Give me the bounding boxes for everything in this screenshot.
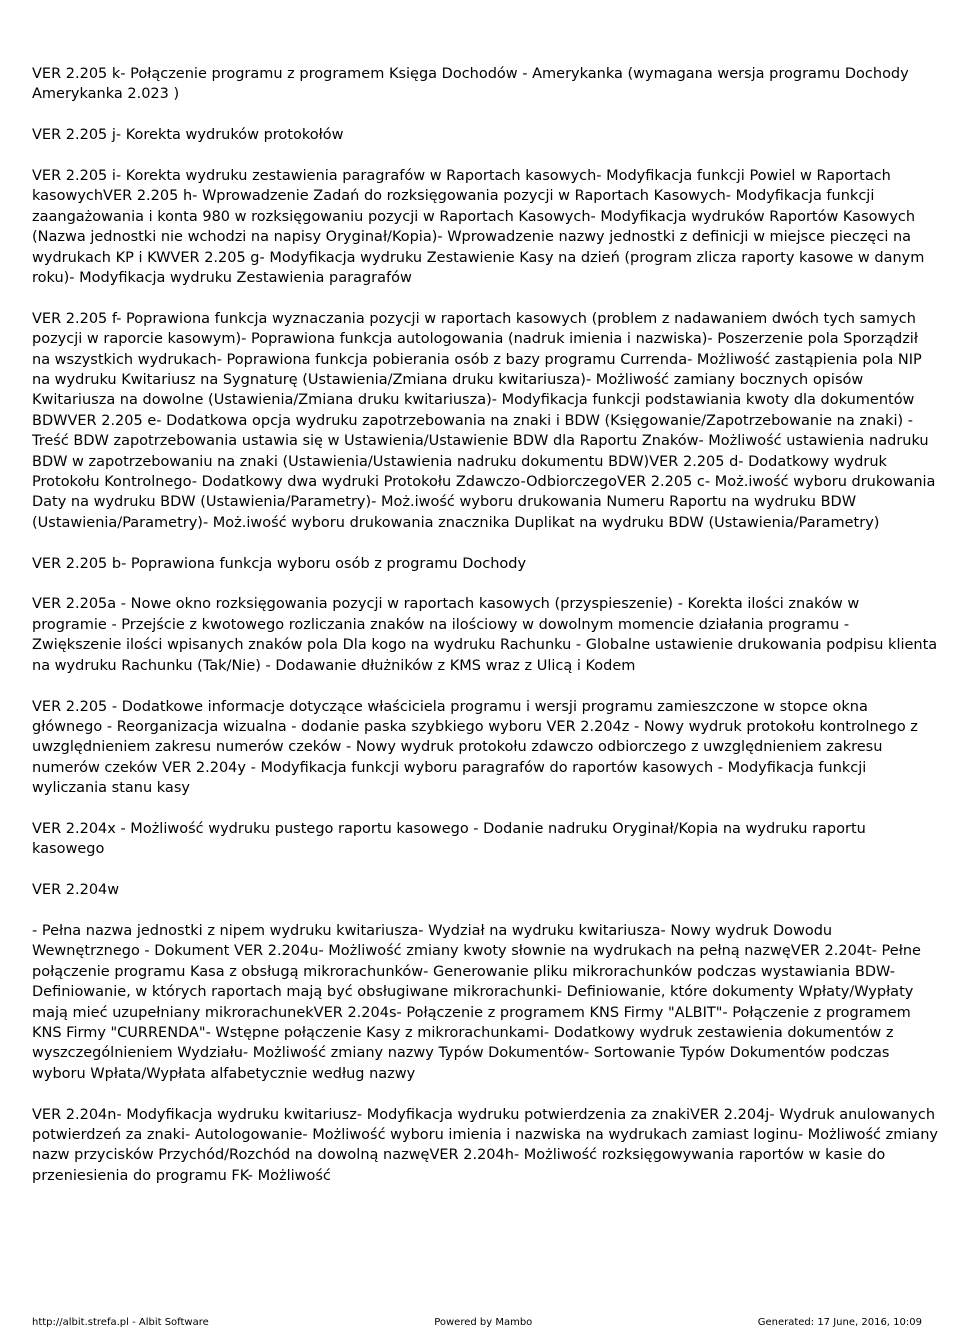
changelog-paragraph: VER 2.204w xyxy=(32,882,120,899)
footer-powered-by: Powered by Mambo xyxy=(434,1317,533,1328)
changelog-paragraph: - Pełna nazwa jednostki z nipem wydruku kwitariusza- Wydział na wydruku kwitariusza- Nowy wydruk Dowodu Wewnętrznego - Dokument VER 2.204u- Możliwość zmiany kwoty słownie na wydrukach na pełną nazwęVER 2.204t- Pełne połączenie programu Kasa z obsługą mikrorachunków- Generowanie pliku mikrorachunków podczas wystawiania BDW- Definiowanie, w których raportach mają być obsługiwane mikrorachunki- Definiowanie, które dokumenty Wpłaty/Wypłaty mają mieć uzupełniany mikrorachunekVER 2.204s- Połączenie z programem KNS Firmy "ALBIT"- Połączenie z programem KNS Firmy "CURRENDA"- Wstępne połączenie Kasy z mikrorachunkami- Dodatkowy wydruk zestawienia dokumentów z wyszczególnieniem Wydziału- Możliwość zmiany nazwy Typów Dokumentów- Sortowanie Typów Dokumentów podczas wyboru Wpłata/Wypłata alfabetycznie według nazwy xyxy=(32,922,921,1082)
changelog-content xyxy=(32,64,938,1207)
changelog-paragraph: VER 2.205 i- Korekta wydruku zestawienia paragrafów w Raportach kasowych- Modyfikacja funkcji Powiel w Raportach kasowychVER 2.205 h- Wprowadzenie Zadań do rozksięgowania pozycji w Raportach Kasowych- Modyfikacja funkcji zaangażowania i konta 980 w rozksięgowaniu pozycji w Raportach Kasowych- Modyfikacja wydruków Raportów Kasowych (Nazwa jednostki nie wchodzi na napisy Oryginał/Kopia)- Wprowadzenie nazwy jednostki z definicji w miejsce pieczęci na wydrukach KP i KWVER 2.205 g- Modyfikacja wydruku Zestawienie Kasy na dzień (program zlicza raporty kasowe w danym roku)- Modyfikacja wydruku Zestawienia paragrafów xyxy=(32,168,925,287)
changelog-paragraph: VER 2.205 k- Połączenie programu z programem Księga Dochodów - Amerykanka (wymagana wersja programu Dochody Amerykanka 2.023 ) xyxy=(32,66,909,103)
changelog-paragraph: VER 2.205 f- Poprawiona funkcja wyznaczania pozycji w raportach kasowych (problem z nadawaniem dwóch tych samych pozycji w raporcie kasowym)- Poprawiona funkcja autologowania (nadruk imienia i nazwiska)- Poszerzenie pola Sporządził na wszystkich wydrukach- Poprawiona funkcja pobierania osób z bazy programu Currenda- Możliwość zastąpienia pola NIP na wydruku Kwitariusz na Sygnaturę (Ustawienia/Zmiana druku kwitariusza)- Możliwość zamiany bocznych opisów Kwitariusza na dowolne (Ustawienia/Zmiana druku kwitariusza)- Modyfikacja funkcji podstawiania kwoty dla dokumentów BDWVER 2.205 e- Dodatkowa opcja wydruku zapotrzebowania na znaki i BDW (Księgowanie/Zapotrzebowanie na znaki) - Treść BDW zapotrzebowania ustawia się w Ustawienia/Ustawienie BDW dla Raportu Znaków- Możliwość ustawienia nadruku BDW w zapotrzebowaniu na znaki (Ustawienia/Ustawienia nadruku dokumentu BDW)VER 2.205 d- Dodatkowy wydruk Protokołu Kontrolnego- Dodatkowy dwa wydruki Protokołu Zdawczo-OdbiorczegoVER 2.205 c- Moż.iwość wyboru drukowania Daty na wydruku BDW (Ustawienia/Parametry)- Moż.iwość wyboru drukowania Numeru Raportu na wydruku BDW (Ustawienia/Parametry)- Moż.iwość wyboru drukowania znacznika Duplikat na wydruku BDW (Ustawienia/Parametry) xyxy=(32,310,936,531)
footer-generated-date: Generated: 17 June, 2016, 10:09 xyxy=(757,1317,922,1328)
footer-site-link[interactable]: http://albit.strefa.pl - Albit Software xyxy=(32,1317,209,1328)
changelog-paragraph: VER 2.204n- Modyfikacja wydruku kwitariusz- Modyfikacja wydruku potwierdzenia za znakiVER 2.204j- Wydruk anulowanych potwierdzeń za znaki- Autologowanie- Możliwość wyboru imienia i nazwiska na wydrukach zamiast loginu- Możliwość zmiany nazw przycisków Przychód/Rozchód na dowolną nazwęVER 2.204h- Możliwość rozksięgowywania raportów w kasie do przeniesienia do programu FK- Możliwość xyxy=(32,1106,939,1184)
page-footer xyxy=(32,1316,922,1332)
changelog-paragraph: VER 2.205 b- Poprawiona funkcja wyboru osób z programu Dochody xyxy=(32,555,527,572)
changelog-paragraph: VER 2.204x - Możliwość wydruku pustego raportu kasowego - Dodanie nadruku Oryginał/Kopia na wydruku raportu kasowego xyxy=(32,820,866,858)
changelog-paragraph: VER 2.205 - Dodatkowe informacje dotyczące właściciela programu i wersji programu zamieszczone w stopce okna głównego - Reorganizacja wizualna - dodanie paska szybkiego wyboru VER 2.204z - Nowy wydruk protokołu kontrolnego z uwzględnieniem zakresu numerów czeków - Nowy wydruk protokołu zdawczo odbiorczego z uwzględnieniem zakresu numerów czeków VER 2.204y - Modyfikacja funkcji wyboru paragrafów do raportów kasowych - Modyfikacja funkcji wyliczania stanu kasy xyxy=(32,698,918,797)
changelog-paragraph: VER 2.205 j- Korekta wydruków protokołów xyxy=(32,127,344,144)
changelog-paragraph: VER 2.205a - Nowe okno rozksięgowania pozycji w raportach kasowych (przyspieszenie) - Korekta ilości znaków w programie - Przejście z kwotowego rozliczania znaków na ilościowy w dowolnym momencie działania programu - Zwiększenie ilości wpisanych znaków pola Dla kogo na wydruku Rachunku - Globalne ustawienie drukowania podpisu klienta na wydruku Rachunku (Tak/Nie) - Dodawanie dłużników z KMS wraz z Ulicą i Kodem xyxy=(32,596,938,674)
